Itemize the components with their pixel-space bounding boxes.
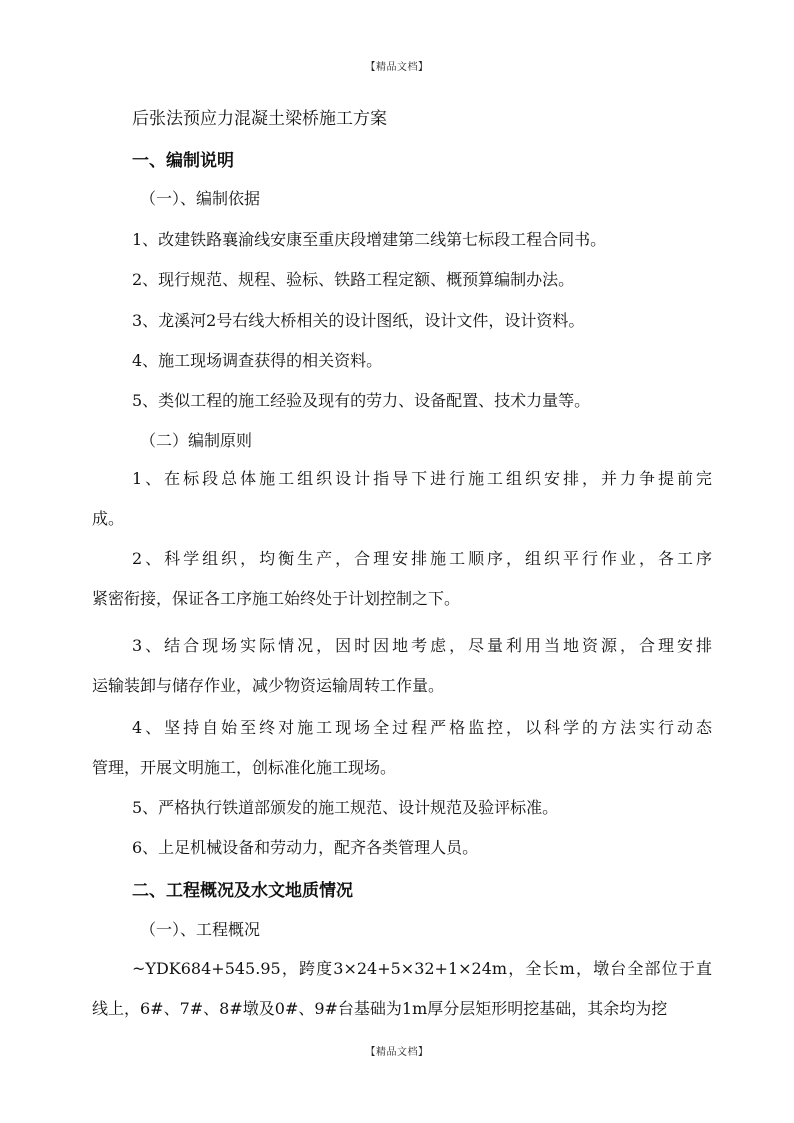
principle-item-2-line-1: 2、科学组织，均衡生产，合理安排施工顺序，组织平行作业，各工序: [132, 549, 712, 568]
principle-item-4-line-1: 4、坚持自始至终对施工现场全过程严格监控，以科学的方法实行动态: [132, 718, 712, 737]
principle-item-1: [92, 459, 712, 539]
subheading-project-overview: （一）、工程概况: [140, 920, 261, 939]
document-title: 后张法预应力混凝土梁桥施工方案: [132, 109, 387, 129]
basis-item-2: 2、现行规范、规程、验标、铁路工程定额、概预算编制办法。: [132, 270, 575, 289]
overview-paragraph: [92, 949, 712, 1029]
principle-item-4-line-2: 管理，开展文明施工，创标准化施工现场。: [92, 758, 397, 777]
subheading-principles: （二）编制原则: [140, 431, 253, 450]
basis-item-4: 4、施工现场调查获得的相关资料。: [132, 351, 383, 370]
page-footer-label: 【精品文档】: [365, 1047, 429, 1058]
page-header-label: 【精品文档】: [365, 62, 429, 73]
principle-item-6: 6、上足机械设备和劳动力，配齐各类管理人员。: [132, 838, 479, 857]
principle-item-1-line-2: 成。: [92, 509, 125, 528]
principle-item-3-line-2: 运输装卸与储存作业，减少物资运输周转工作量。: [92, 676, 445, 695]
principle-item-1-line-1: 1、在标段总体施工组织设计指导下进行施工组织安排，并力争提前完: [132, 469, 712, 488]
overview-line-1: ~YDK684+545.95，跨度3×24+5×32+1×24m，全长m，墩台全部位于直: [132, 959, 712, 978]
basis-item-1: 1、改建铁路襄渝线安康至重庆段增建第二线第七标段工程合同书。: [132, 230, 607, 249]
section-heading-compilation: 一、编制说明: [132, 151, 234, 171]
principle-item-3-line-1: 3、结合现场实际情况，因时因地考虑，尽量利用当地资源，合理安排: [132, 636, 712, 655]
principle-item-5: 5、严格执行铁道部颁发的施工规范、设计规范及验评标准。: [132, 798, 559, 817]
principle-item-3: [92, 626, 712, 706]
principle-item-2-line-2: 紧密衔接，保证各工序施工始终处于计划控制之下。: [92, 589, 461, 608]
basis-item-5: 5、类似工程的施工经验及现有的劳力、设备配置、技术力量等。: [132, 391, 591, 410]
section-heading-overview: 二、工程概况及水文地质情况: [132, 881, 353, 901]
principle-item-2: [92, 539, 712, 619]
subheading-basis: （一）、编制依据: [140, 189, 261, 208]
basis-item-3: 3、龙溪河2号右线大桥相关的设计图纸，设计文件，设计资料。: [132, 311, 585, 330]
overview-line-2: 线上，6#、7#、8#墩及0#、9#台基础为1m厚分层矩形明挖基础，其余均为挖: [92, 999, 668, 1018]
principle-item-4: [92, 708, 712, 788]
